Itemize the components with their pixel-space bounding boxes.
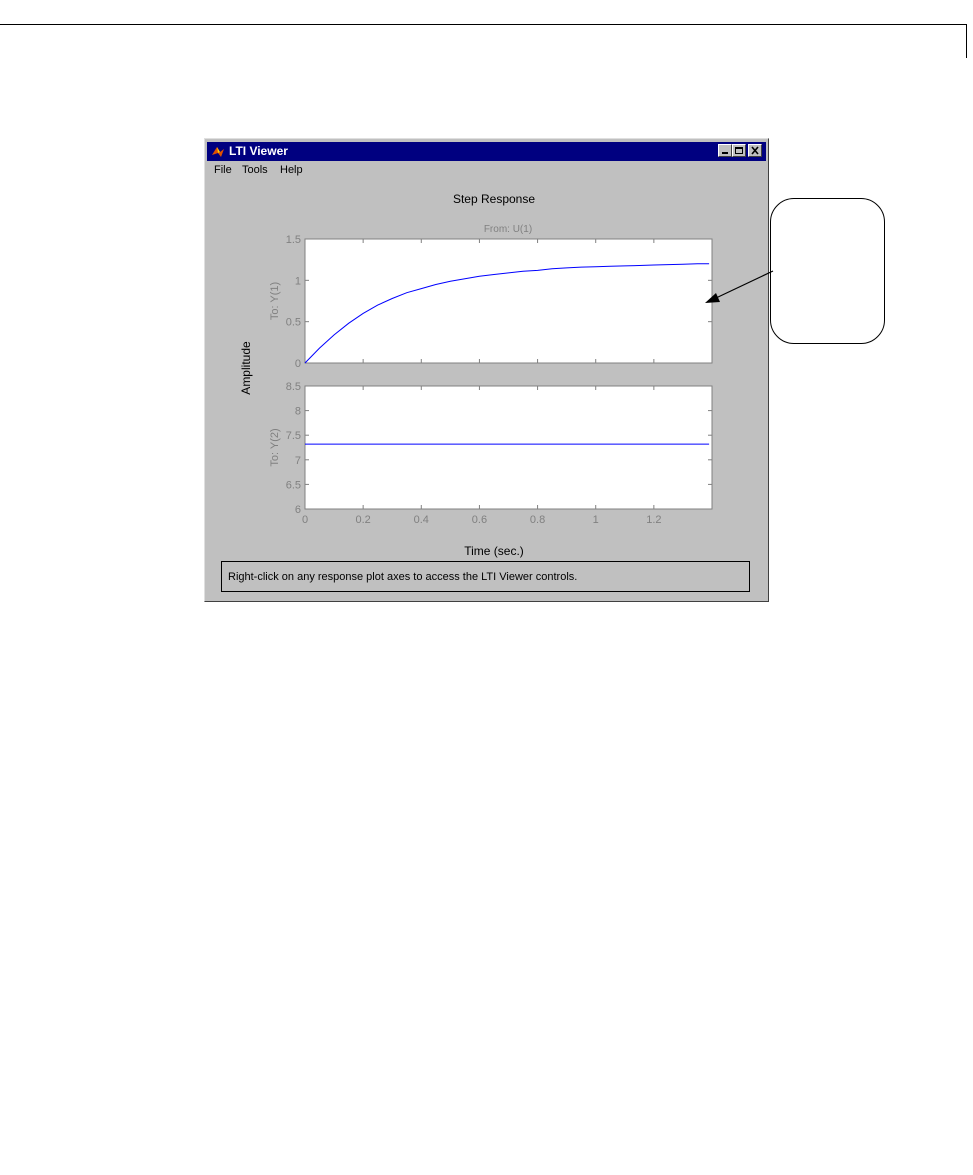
y-axis-label: Amplitude xyxy=(239,341,253,395)
y-tick-label: 1.5 xyxy=(285,234,301,246)
window-title: LTI Viewer xyxy=(229,144,288,158)
subplot-axes-2 xyxy=(305,386,712,509)
chart-title: Step Response xyxy=(452,192,536,206)
y-tick-label: 8 xyxy=(294,405,301,418)
lti-viewer-window xyxy=(204,138,769,602)
subplot-ylabel-1: To: Y(1) xyxy=(269,281,281,321)
step-response-plot xyxy=(205,139,768,559)
callout-box xyxy=(770,198,885,344)
y-tick-label: 6.5 xyxy=(285,479,301,492)
x-tick-label: 0 xyxy=(301,514,309,526)
menu-help[interactable]: Help xyxy=(280,164,303,176)
x-tick-label: 0.4 xyxy=(413,514,429,526)
subplot-axes-1 xyxy=(305,239,712,363)
x-tick-label: 0.2 xyxy=(355,514,371,526)
x-tick-label: 1.2 xyxy=(646,514,662,526)
y-tick-label: 8.5 xyxy=(285,381,301,393)
x-tick-label: 1 xyxy=(592,514,599,526)
input-label: From: U(1) xyxy=(483,224,533,235)
x-tick-label: 0.6 xyxy=(471,514,488,526)
y-tick-label: 6 xyxy=(294,504,301,516)
y-tick-label: 0.5 xyxy=(285,316,301,329)
x-axis-label: Time (sec.) xyxy=(464,544,524,558)
subplot-ylabel-2: To: Y(2) xyxy=(269,428,281,467)
status-bar xyxy=(221,561,750,592)
x-tick-label: 0.8 xyxy=(529,514,546,526)
page-header-rule xyxy=(0,24,966,25)
menu-tools[interactable]: Tools xyxy=(242,164,268,176)
menu-file[interactable]: File xyxy=(214,164,232,176)
y-tick-label: 0 xyxy=(294,358,301,370)
page-header-tick xyxy=(966,24,967,58)
status-text: Right-click on any response plot axes to access the LTI Viewer controls. xyxy=(228,571,578,583)
y-tick-label: 7 xyxy=(294,454,301,467)
y-tick-label: 1 xyxy=(294,275,301,288)
y-tick-label: 7.5 xyxy=(285,430,301,443)
